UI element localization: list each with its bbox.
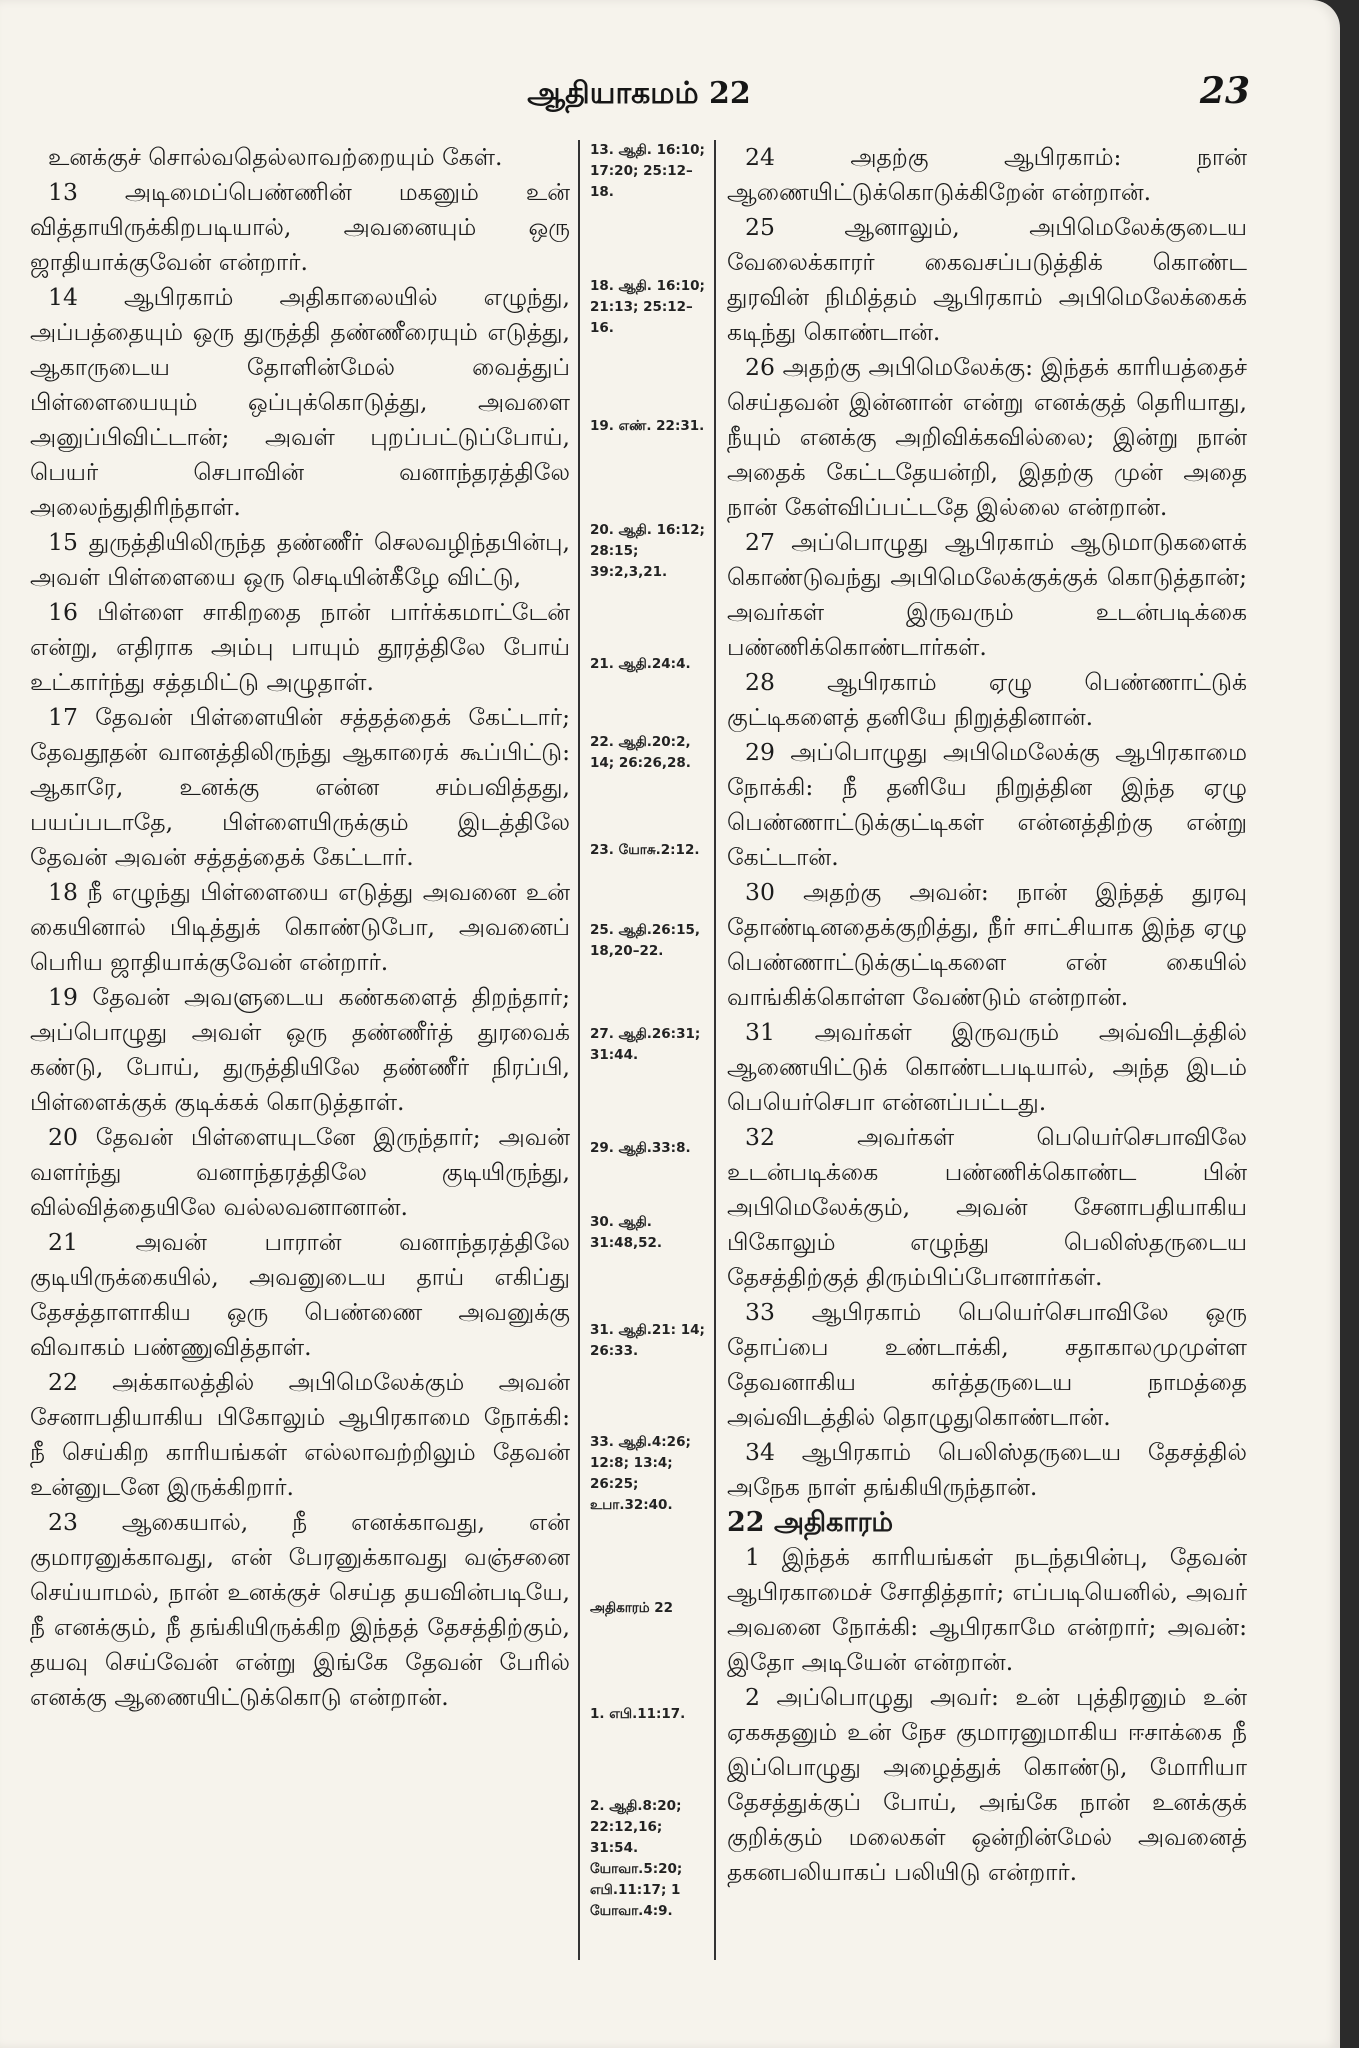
- verse-paragraph: 18 நீ எழுந்து பிள்ளையை எடுத்து அவனை உன் கையினால் பிடித்துக் கொண்டுபோ, அவனைப் பெரிய ஜாதியாக்குவேன் என்றார்.: [30, 878, 570, 976]
- verse-paragraph: 25 ஆனாலும், அபிமெலேக்குடைய வேலைக்காரர் கைவசப்படுத்திக் கொண்ட துரவின் நிமித்தம் ஆபிரகாம் அபிமெலேக்கைக் கடிந்து கொண்டான்.: [727, 213, 1247, 346]
- verse-paragraph: உனக்குச் சொல்வதெல்லாவற்றையும் கேள்.: [48, 143, 503, 171]
- cross-reference: 30. ஆதி. 31:48,52.: [590, 1214, 663, 1251]
- left-text-column: [30, 140, 570, 1715]
- verse-paragraph: 32 அவர்கள் பெயெர்செபாவிலே உடன்படிக்கை பண்ணிக்கொண்ட பின் அபிமெலேக்கும், அவன் சேனாபதியாகிய பிகோலும் எழுந்து பெலிஸ்தருடைய தேசத்திற்குத் திரும்பிப்போனார்கள்.: [727, 1123, 1247, 1291]
- cross-reference: 33. ஆதி.4:26; 12:8; 13:4; 26:25; உபா.32:40.: [590, 1434, 691, 1513]
- verse-paragraph: 1 இந்தக் காரியங்கள் நடந்தபின்பு, தேவன் ஆபிரகாமைச் சோதித்தார்; எப்படியெனில், அவர் அவனை நோக்கி: ஆபிரகாமே என்றார்; அவன்: இதோ அடியேன் என்றான்.: [727, 1543, 1247, 1676]
- verse-paragraph: 15 துருத்தியிலிருந்த தண்ணீர் செலவழிந்தபின்பு, அவள் பிள்ளையை ஒரு செடியின்கீழே விட்டு,: [30, 528, 570, 591]
- book-chapter-title: ஆதியாகமம் 22: [527, 76, 751, 111]
- verse-paragraph: 27 அப்பொழுது ஆபிரகாம் ஆடுமாடுகளைக் கொண்டுவந்து அபிமெலேக்குக்குக் கொடுத்தான்; அவர்கள் இருவரும் உடன்படிக்கை பண்ணிக்கொண்டார்கள்.: [727, 528, 1247, 661]
- chapter-reference-label: அதிகாரம் 22: [590, 1600, 674, 1616]
- verse-paragraph: 14 ஆபிரகாம் அதிகாலையில் எழுந்து, அப்பத்தையும் ஒரு துருத்தி தண்ணீரையும் எடுத்து, ஆகாருடைய தோளின்மேல் வைத்துப் பிள்ளையையும் ஒப்புக்கொடுத்து, அவளை அனுப்பிவிட்டான்; அவள் புறப்பட்டுப்போய், பெயர் செபாவின் வனாந்தரத்திலே அலைந்துதிரிந்தாள்.: [30, 283, 570, 521]
- cross-reference: 25. ஆதி.26:15, 18,20–22.: [590, 922, 700, 959]
- verse-paragraph: 26 அதற்கு அபிமெலேக்கு: இந்தக் காரியத்தைச் செய்தவன் இன்னான் என்று எனக்குத் தெரியாது, நீயும் எனக்கு அறிவிக்கவில்லை; இன்று நான் அதைக் கேட்டதேயன்றி, இதற்கு முன் அதை நான் கேள்விப்பட்டதே இல்லை என்றான்.: [727, 353, 1247, 521]
- verse-paragraph: 30 அதற்கு அவன்: நான் இந்தத் துரவு தோண்டினதைக்குறித்து, நீர் சாட்சியாக இந்த ஏழு பெண்ணாட்டுக்குட்டிகளை என் கையில் வாங்கிக்கொள்ள வேண்டும் என்றான்.: [727, 878, 1247, 1011]
- cross-reference: 18. ஆதி. 16:10; 21:13; 25:12–16.: [590, 278, 705, 336]
- right-text-column: [727, 140, 1247, 1890]
- verse-paragraph: 34 ஆபிரகாம் பெலிஸ்தருடைய தேசத்தில் அநேக நாள் தங்கியிருந்தான்.: [727, 1438, 1247, 1501]
- verse-paragraph: 28 ஆபிரகாம் ஏழு பெண்ணாட்டுக் குட்டிகளைத் தனியே நிறுத்தினான்.: [727, 668, 1247, 731]
- verse-paragraph: 20 தேவன் பிள்ளையுடனே இருந்தார்; அவன் வளர்ந்து வனாந்தரத்திலே குடியிருந்து, வில்வித்தையிலே வல்லவனானான்.: [30, 1123, 570, 1221]
- verse-paragraph: 13 அடிமைப்பெண்ணின் மகனும் உன் வித்தாயிருக்கிறபடியால், அவனையும் ஒரு ஜாதியாக்குவேன் என்றார்.: [30, 178, 570, 276]
- cross-reference: 1. எபி.11:17.: [590, 1706, 686, 1722]
- cross-reference: 20. ஆதி. 16:12; 28:15; 39:2,3,21.: [590, 522, 705, 580]
- verse-paragraph: 24 அதற்கு ஆபிரகாம்: நான் ஆணையிட்டுக்கொடுக்கிறேன் என்றான்.: [727, 143, 1247, 206]
- verse-paragraph: 2 அப்பொழுது அவர்: உன் புத்திரனும் உன் ஏகசுதனும் உன் நேச குமாரனுமாகிய ஈசாக்கை நீ இப்பொழுது அழைத்துக் கொண்டு, மோரியா தேசத்துக்குப் போய், அங்கே நான் உனக்குக் குறிக்கும் மலைகள் ஒன்றின்மேல் அவனைத் தகனபலியாகப் பலியிடு என்றார்.: [727, 1683, 1247, 1886]
- verse-paragraph: 29 அப்பொழுது அபிமெலேக்கு ஆபிரகாமை நோக்கி: நீ தனியே நிறுத்தின இந்த ஏழு பெண்ணாட்டுக்குட்டிகள் என்னத்திற்கு என்று கேட்டான்.: [727, 738, 1247, 871]
- verse-paragraph: 17 தேவன் பிள்ளையின் சத்தத்தைக் கேட்டார்; தேவதூதன் வானத்திலிருந்து ஆகாரைக் கூப்பிட்டு: ஆகாரே, உனக்கு என்ன சம்பவித்தது, பயப்படாதே, பிள்ளையிருக்கும் இடத்திலே தேவன் அவன் சத்தத்தைக் கேட்டார்.: [30, 703, 570, 871]
- page-number: 23: [1199, 70, 1250, 112]
- cross-reference: 29. ஆதி.33:8.: [590, 1140, 691, 1156]
- cross-reference: 19. எண். 22:31.: [590, 418, 705, 434]
- verse-paragraph: 21 அவன் பாரான் வனாந்தரத்திலே குடியிருக்கையில், அவனுடைய தாய் எகிப்து தேசத்தாளாகிய ஒரு பெண்ணை அவனுக்கு விவாகம் பண்ணுவித்தாள்.: [30, 1228, 570, 1361]
- verse-paragraph: 16 பிள்ளை சாகிறதை நான் பார்க்கமாட்டேன் என்று, எதிராக அம்பு பாயும் தூரத்திலே போய் உட்கார்ந்து சத்தமிட்டு அழுதாள்.: [30, 598, 570, 696]
- cross-reference: 27. ஆதி.26:31; 31:44.: [590, 1026, 701, 1063]
- cross-reference: 31. ஆதி.21: 14; 26:33.: [590, 1322, 705, 1359]
- column-divider: [714, 140, 716, 1960]
- verse-paragraph: 19 தேவன் அவளுடைய கண்களைத் திறந்தார்; அப்பொழுது அவள் ஒரு தண்ணீர்த் துரவைக் கண்டு, போய், துருத்தியிலே தண்ணீர் நிரப்பி, பிள்ளைக்குக் குடிக்கக் கொடுத்தாள்.: [30, 983, 570, 1116]
- cross-reference: 2. ஆதி.8:20; 22:12,16; 31:54. யோவா.5:20; எபி.11:17; 1 யோவா.4:9.: [590, 1798, 683, 1919]
- cross-reference: 23. யோசு.2:12.: [590, 842, 700, 858]
- cross-reference: 22. ஆதி.20:2, 14; 26:26,28.: [590, 734, 691, 771]
- verse-paragraph: 31 அவர்கள் இருவரும் அவ்விடத்தில் ஆணையிட்டுக் கொண்டபடியால், அந்த இடம் பெயெர்செபா என்னப்பட்டது.: [727, 1018, 1247, 1116]
- cross-reference: 13. ஆதி. 16:10; 17:20; 25:12–18.: [590, 142, 705, 200]
- chapter-heading: 22 அதிகாரம்: [727, 1507, 894, 1538]
- verse-paragraph: 33 ஆபிரகாம் பெயெர்செபாவிலே ஒரு தோப்பை உண்டாக்கி, சதாகாலமுமுள்ள தேவனாகிய கர்த்தருடைய நாமத்தை அவ்விடத்தில் தொழுதுகொண்டான்.: [727, 1298, 1247, 1431]
- page-header: [28, 70, 1250, 128]
- column-divider: [578, 140, 580, 1960]
- cross-reference: 21. ஆதி.24:4.: [590, 656, 691, 672]
- verse-paragraph: 23 ஆகையால், நீ எனக்காவது, என் குமாரனுக்காவது, என் பேரனுக்காவது வஞ்சனை செய்யாமல், நான் உனக்குச் செய்த தயவின்படியே, நீ எனக்கும், நீ தங்கியிருக்கிற இந்தத் தேசத்திற்கும், தயவு செய்வேன் என்று இங்கே தேவன் பேரில் எனக்கு ஆணையிட்டுக்கொடு என்றான்.: [30, 1508, 570, 1711]
- verse-paragraph: 22 அக்காலத்தில் அபிமெலேக்கும் அவன் சேனாபதியாகிய பிகோலும் ஆபிரகாமை நோக்கி: நீ செய்கிற காரியங்கள் எல்லாவற்றிலும் தேவன் உன்னுடனே இருக்கிறார்.: [30, 1368, 570, 1501]
